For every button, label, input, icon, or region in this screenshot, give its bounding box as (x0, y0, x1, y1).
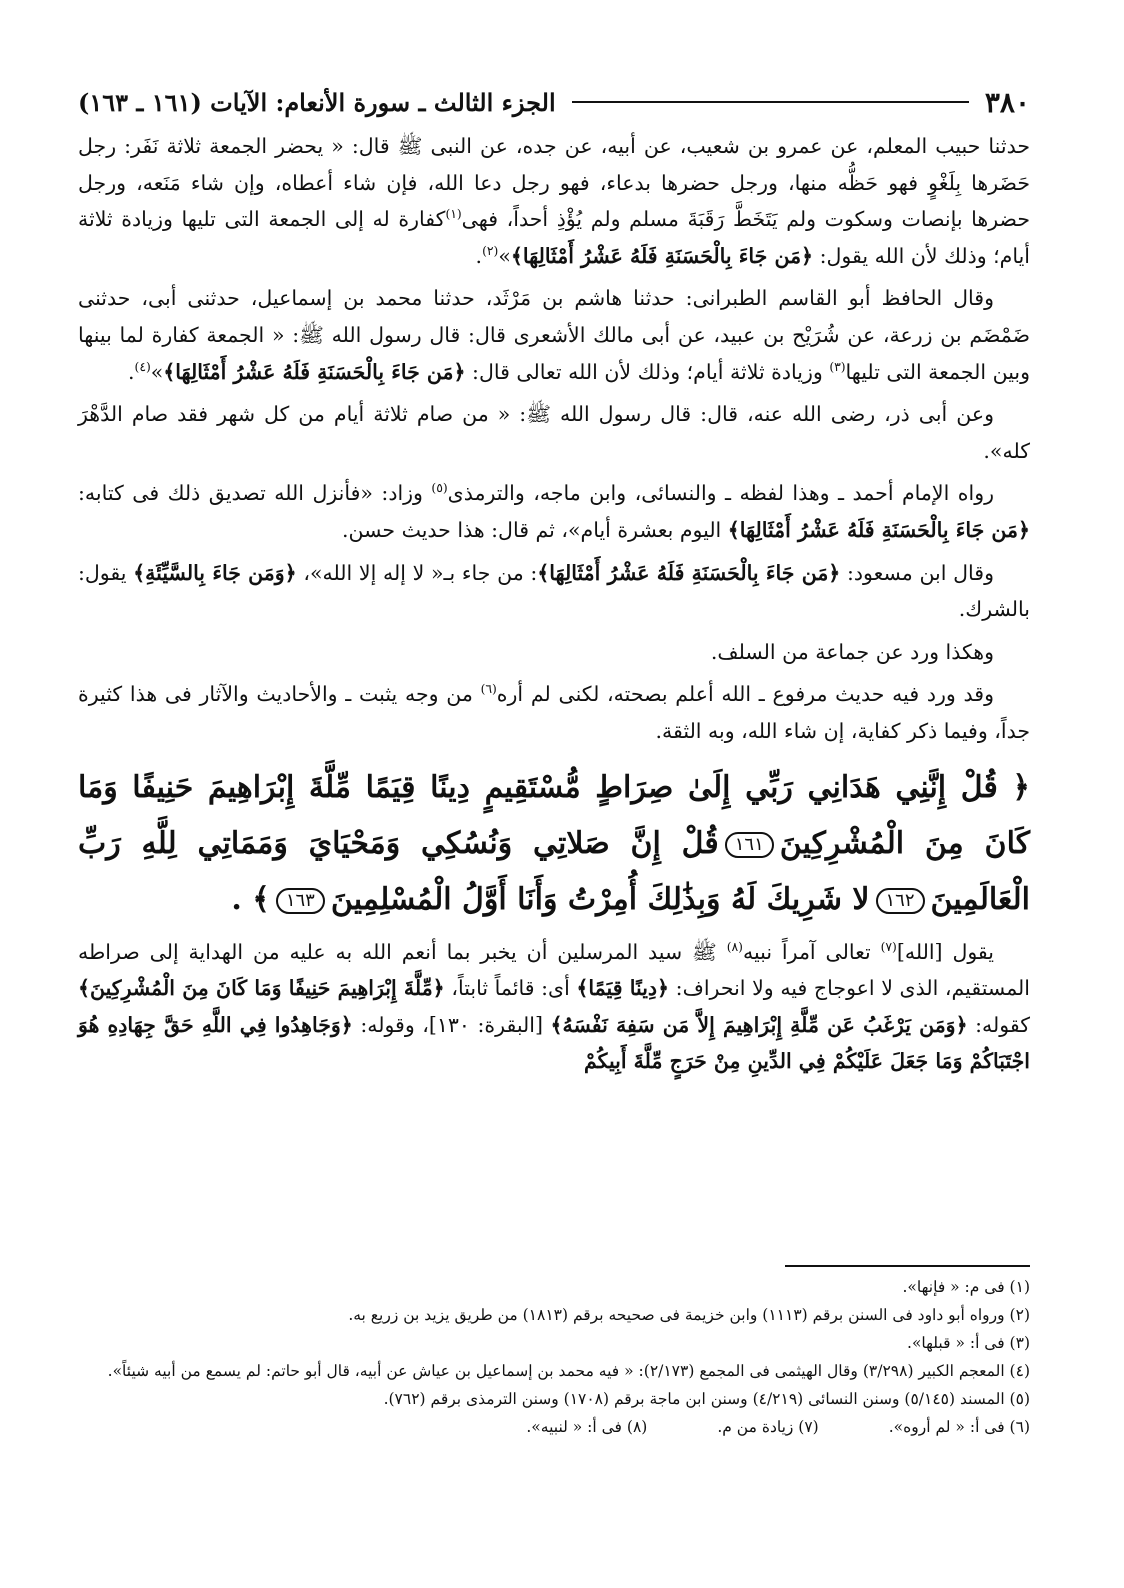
verse-number-163: ١٦٣ (276, 888, 325, 914)
footnote-2: (٢) ورواه أبو داود فى السنن برقم (١١١٣) وابن خزيمة فى صحيحه برقم (١٨١٣) من طريق يزيد بن زريع به. (348, 1306, 1030, 1324)
footnote-4: (٤) المعجم الكبير (٣/٢٩٨) وقال الهيثمى فى المجمع (٢/١٧٣): « فيه محمد بن إسماعيل بن عياش عن أبيه، قال أبو حاتم: لم يسمع من أبيه شيئاً». (107, 1362, 1030, 1380)
body-text (78, 128, 1030, 1086)
footnote-ref-2[interactable]: (٢) (482, 243, 499, 258)
header-rule (572, 101, 969, 103)
commentary-paragraph: يقول [الله]$^{(٧)}$ تعالى آمراً نبيه$^{(٨)}$ ﷺ سيد المرسلين أن يخبر بما أنعم الله به عليه من الهداية إلى صراطه المستقيم، الذى لا اعوجاج فيه ولا انحراف: ﴿دِينًا قِيَمًا﴾ أى: قائماً ثابتاً، ﴿مِّلَّةَ إِبْرَاهِيمَ حَنِيفًا وَمَا كَانَ مِنَ الْمُشْرِكِينَ﴾ كقوله: ﴿وَمَن يَرْغَبُ عَن مِّلَّةِ إِبْرَاهِيمَ إِلاَّ مَن سَفِهَ نَفْسَهُ﴾ [البقرة: ١٣٠]، وقوله: ﴿وَجَاهِدُوا فِي اللَّهِ حَقَّ جِهَادِهِ هُوَ اجْتَبَاكُمْ وَمَا جَعَلَ عَلَيْكُمْ فِي الدِّينِ مِنْ حَرَجٍ مِّلَّةَ أَبِيكُمْ (78, 939, 1030, 1074)
quran-quote: ﴿وَمَن جَاءَ بِالسَّيِّئَةِ﴾ (133, 560, 297, 585)
page-header (78, 82, 1030, 122)
footnote-ref-7[interactable]: (٧) (880, 939, 897, 954)
quran-quote: ﴿وَجَاهِدُوا فِي اللَّهِ حَقَّ جِهَادِهِ هُوَ اجْتَبَاكُمْ وَمَا جَعَلَ عَلَيْكُمْ فِي الدِّينِ مِنْ حَرَجٍ مِّلَّةَ أَبِيكُمْ (78, 1012, 1030, 1074)
footnote-5: (٥) المسند (٥/١٤٥) وسنن النسائى (٤/٢١٩) وسنن ابن ماجة برقم (١٧٠٨) وسنن الترمذى برقم (٧٦٢). (383, 1390, 1030, 1408)
verse-block (78, 760, 1030, 928)
paragraph-3: وعن أبى ذر، رضى الله عنه، قال: قال رسول الله ﷺ: « من صام ثلاثة أيام من كل شهر فقد صام الدَّهْرَ كله». (78, 402, 1030, 463)
footnote-row (78, 1413, 1030, 1441)
paragraph-2: وقال الحافظ أبو القاسم الطبرانى: حدثنا هاشم بن مَرْثَد، حدثنا محمد بن إسماعيل، حدثنى أبى، حدثنى ضَمْضَم بن زرعة، عن شُرَيْح بن عبيد، عن أبى مالك الأشعرى قال: قال رسول الله ﷺ: « الجمعة كفارة لما بينها وبين الجمعة التى تليها$^{(٣)}$ وزيادة ثلاثة أيام؛ وذلك لأن الله تعالى قال: ﴿مَن جَاءَ بِالْحَسَنَةِ فَلَهُ عَشْرُ أَمْثَالِهَا﴾»$^{(٤)}$. (78, 286, 1030, 384)
verse-161: ﴿ قُلْ إِنَّنِي هَدَانِي رَبِّي إِلَىٰ صِرَاطٍ مُّسْتَقِيمٍ دِينًا قِيَمًا مِّلَّةَ إِبْرَاهِيمَ حَنِيفًا وَمَا كَانَ مِنَ الْمُشْرِكِينَ (78, 769, 1030, 861)
footnote-1: (١) فى م: « فإنها». (902, 1278, 1030, 1296)
footnote-7: (٧) زيادة من م. (717, 1418, 819, 1436)
footnote-rule (785, 1265, 1030, 1267)
footnote-3: (٣) فى أ: « قبلها». (907, 1334, 1030, 1352)
verse-number-161: ١٦١ (725, 832, 774, 858)
footnote-ref-5[interactable]: (٥) (431, 481, 448, 496)
footnote-ref-3[interactable]: (٣) (829, 359, 846, 374)
paragraph-4: رواه الإمام أحمد ـ وهذا لفظه ـ والنسائى، وابن ماجه، والترمذى$^{(٥)}$ وزاد: «فأنزل الله تصديق ذلك فى كتابه: ﴿مَن جَاءَ بِالْحَسَنَةِ فَلَهُ عَشْرُ أَمْثَالِهَا﴾ اليوم بعشرة أيام»، ثم قال: هذا حديث حسن. (78, 481, 1030, 542)
footnote-ref-4[interactable]: (٤) (134, 359, 151, 374)
quran-quote: ﴿دِينًا قِيَمًا﴾ (576, 976, 670, 1001)
quran-quote: ﴿مَن جَاءَ بِالْحَسَنَةِ فَلَهُ عَشْرُ أَمْثَالِهَا﴾ (163, 359, 466, 384)
paragraph-5: وقال ابن مسعود: ﴿مَن جَاءَ بِالْحَسَنَةِ فَلَهُ عَشْرُ أَمْثَالِهَا﴾: من جاء بـ« لا إله إلا الله»، ﴿وَمَن جَاءَ بِالسَّيِّئَةِ﴾ يقول: بالشرك. (78, 560, 1030, 622)
quran-quote: ﴿مَن جَاءَ بِالْحَسَنَةِ فَلَهُ عَشْرُ أَمْثَالِهَا﴾ (727, 517, 1030, 542)
verse-162: قُلْ إِنَّ صَلاتِي وَنُسُكِي وَمَحْيَايَ وَمَمَاتِي لِلَّهِ رَبِّ الْعَالَمِينَ (78, 825, 1030, 917)
running-title: الجزء الثالث ـ سورة الأنعام: الآيات (١٦١ ـ ١٦٣) (78, 87, 556, 117)
footnote-ref-1[interactable]: (١) (445, 207, 462, 222)
paragraph-1: حدثنا حبيب المعلم، عن عمرو بن شعيب، عن أبيه، عن جده، عن النبى ﷺ قال: « يحضر الجمعة ثلاثة نَفَر: رجل حَضَرها بِلَغْوٍ فهو حَظُّه منها، ورجل حضرها بدعاء، فهو رجل دعا الله، فإن شاء أعطاه، وإن شاء مَنَعه، ورجل حضرها بإنصات وسكوت ولم يَتَخَطَّ رَقَبَةَ مسلم ولم يُؤْذِ أحداً، فهى$^{(١)}$كفارة له إلى الجمعة التى تليها وزيادة ثلاثة أيام؛ وذلك لأن الله يقول: ﴿مَن جَاءَ بِالْحَسَنَةِ فَلَهُ عَشْرُ أَمْثَالِهَا﴾»$^{(٢)}$. (78, 134, 1030, 268)
quran-quote: ﴿مِّلَّةَ إِبْرَاهِيمَ حَنِيفًا وَمَا كَانَ مِنَ الْمُشْرِكِينَ﴾ (78, 976, 445, 1001)
footnote-ref-8[interactable]: (٨) (726, 939, 743, 954)
page-number: ٣٨٠ (984, 85, 1030, 119)
verse-163: لا شَرِيكَ لَهُ وَبِذَٰلِكَ أُمِرْتُ وَأَنَا أَوَّلُ الْمُسْلِمِينَ (330, 881, 870, 917)
quran-quote: ﴿وَمَن يَرْغَبُ عَن مِّلَّةِ إِبْرَاهِيمَ إِلاَّ مَن سَفِهَ نَفْسَهُ﴾ (550, 1012, 968, 1037)
footnotes (78, 1265, 1030, 1441)
paragraph-6: وهكذا ورد عن جماعة من السلف. (710, 639, 994, 664)
verse-number-162: ١٦٢ (876, 888, 925, 914)
quran-quote: ﴿مَن جَاءَ بِالْحَسَنَةِ فَلَهُ عَشْرُ أَمْثَالِهَا﴾ (510, 243, 814, 268)
quran-quote: ﴿مَن جَاءَ بِالْحَسَنَةِ فَلَهُ عَشْرُ أَمْثَالِهَا﴾ (537, 560, 841, 585)
paragraph-7: وقد ورد فيه حديث مرفوع ـ الله أعلم بصحته، لكنى لم أره$^{(٦)}$ من وجه يثبت ـ والأحاديث والآثار فى هذا كثيرة جداً، وفيما ذكر كفاية، إن شاء الله، وبه الثقة. (78, 682, 1030, 743)
footnote-6: (٦) فى أ: « لم أروه». (888, 1418, 1030, 1436)
footnote-ref-6[interactable]: (٦) (480, 682, 497, 697)
footnote-8: (٨) فى أ: « لنبيه». (526, 1418, 648, 1436)
verse-end-bracket: ﴾ . (231, 881, 270, 917)
